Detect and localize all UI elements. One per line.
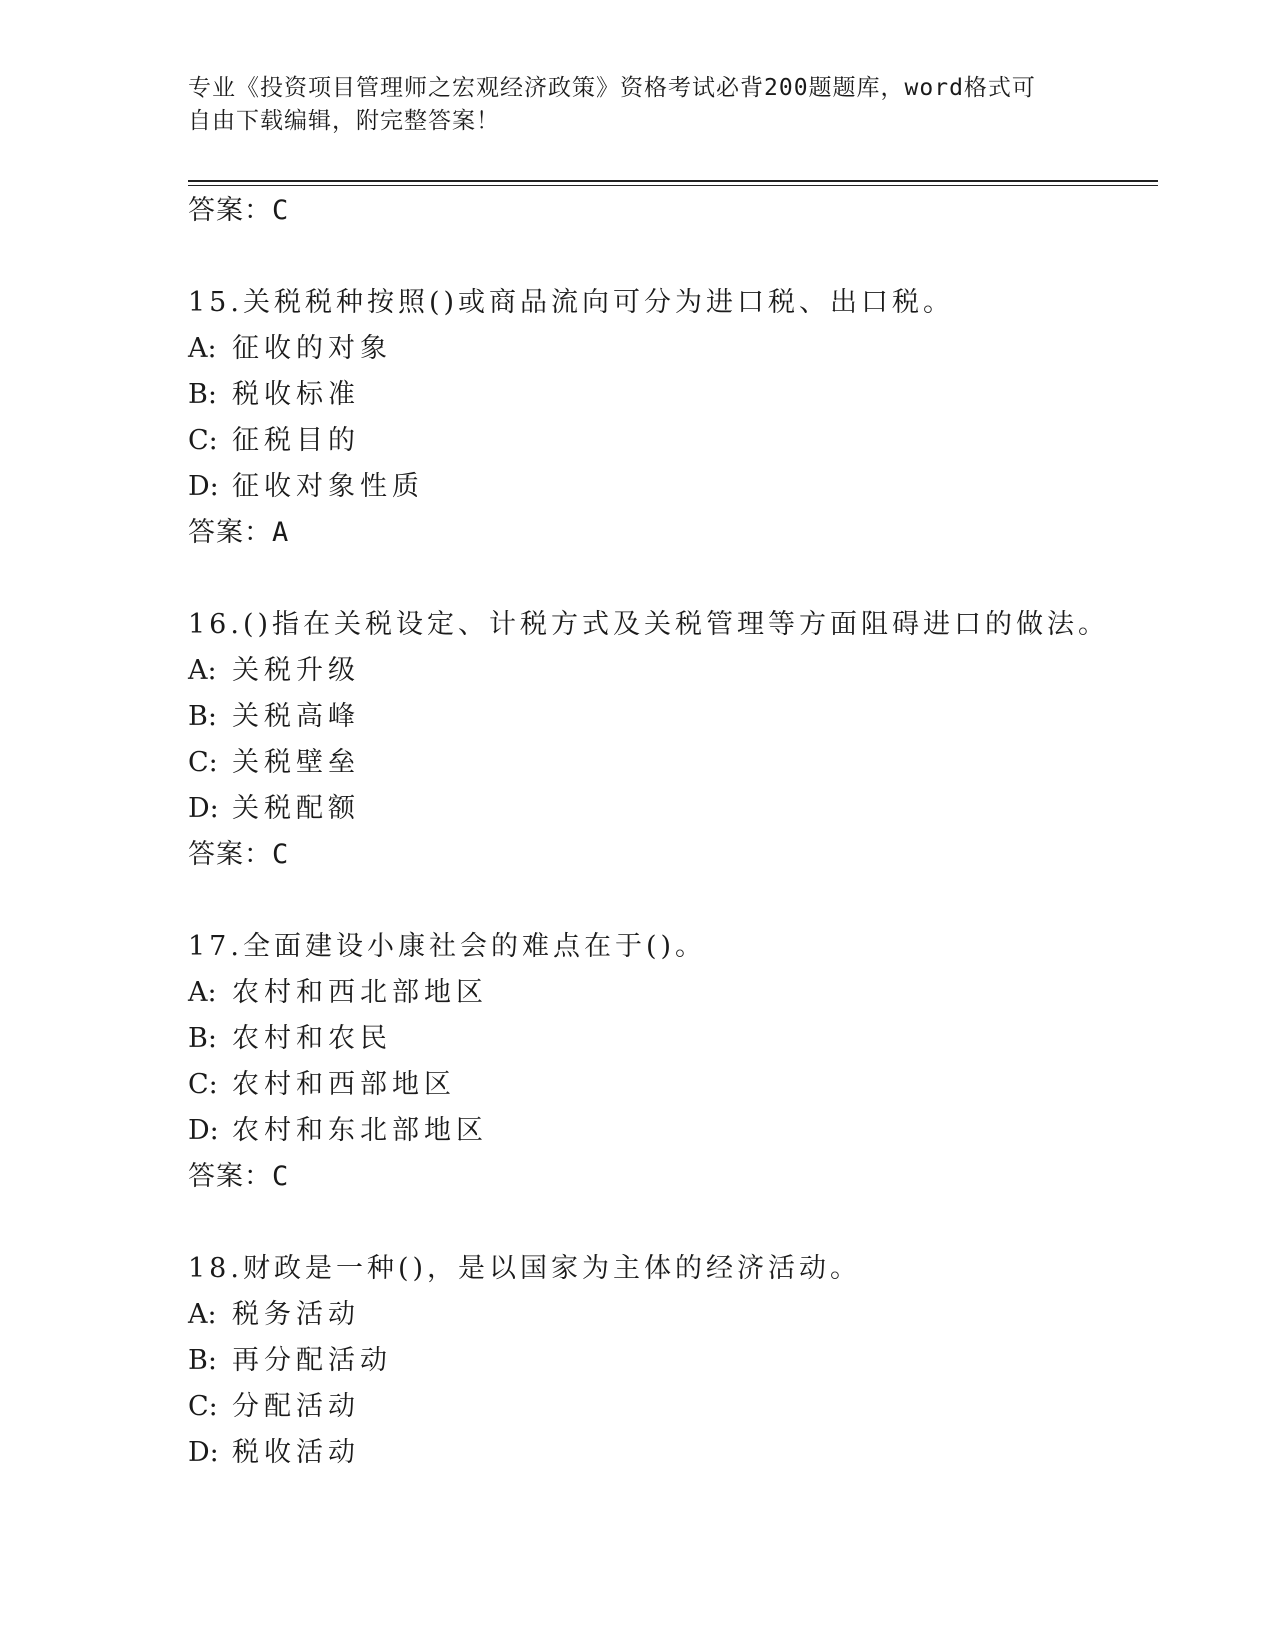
option-text: 税收活动 <box>232 1437 360 1468</box>
option-text: 税收标准 <box>232 379 360 410</box>
question-block <box>188 280 1158 556</box>
option-b <box>188 372 1158 418</box>
option-text: 农村和东北部地区 <box>232 1115 488 1146</box>
option-d <box>188 1430 1158 1476</box>
option-letter: A: <box>188 977 217 1008</box>
option-b <box>188 1016 1158 1062</box>
header-line-1: 专业《投资项目管理师之宏观经济政策》资格考试必背200题题库，word格式可 <box>188 75 1036 101</box>
question-list <box>188 188 1158 1476</box>
header-divider <box>188 180 1158 186</box>
option-c <box>188 418 1158 464</box>
option-a <box>188 648 1158 694</box>
question-stem: 18.财政是一种()，是以国家为主体的经济活动。 <box>188 1253 862 1284</box>
option-letter: C: <box>188 747 218 778</box>
option-letter: B: <box>188 701 217 732</box>
option-letter: A: <box>188 1299 217 1330</box>
option-text: 征收对象性质 <box>232 471 424 502</box>
option-text: 农村和农民 <box>232 1023 392 1054</box>
header-line-2: 自由下载编辑，附完整答案！ <box>188 108 500 134</box>
option-text: 关税升级 <box>232 655 360 686</box>
option-c <box>188 1384 1158 1430</box>
option-a <box>188 326 1158 372</box>
option-letter: A: <box>188 655 217 686</box>
question-stem: 15.关税税种按照()或商品流向可分为进口税、出口税。 <box>188 287 955 318</box>
option-letter: D: <box>188 471 219 502</box>
option-text: 再分配活动 <box>232 1345 392 1376</box>
option-text: 农村和西北部地区 <box>232 977 488 1008</box>
option-text: 关税配额 <box>232 793 360 824</box>
option-a <box>188 1292 1158 1338</box>
question-stem: 17.全面建设小康社会的难点在于()。 <box>188 931 707 962</box>
option-a <box>188 970 1158 1016</box>
option-text: 关税壁垒 <box>232 747 360 778</box>
document-header <box>188 72 1088 138</box>
option-text: 征税目的 <box>232 425 360 456</box>
option-d <box>188 464 1158 510</box>
question-block <box>188 602 1158 878</box>
option-letter: C: <box>188 1069 218 1100</box>
question-stem: 16.()指在关税设定、计税方式及关税管理等方面阻碍进口的做法。 <box>188 609 1110 640</box>
option-letter: D: <box>188 793 219 824</box>
question-block <box>188 1246 1158 1476</box>
option-letter: B: <box>188 1345 217 1376</box>
answer-line: 答案：C <box>188 839 290 870</box>
option-text: 征收的对象 <box>232 333 392 364</box>
option-c <box>188 1062 1158 1108</box>
option-letter: B: <box>188 379 217 410</box>
option-d <box>188 1108 1158 1154</box>
option-b <box>188 1338 1158 1384</box>
answer-line: 答案：C <box>188 1161 290 1192</box>
option-letter: D: <box>188 1437 219 1468</box>
option-letter: D: <box>188 1115 219 1146</box>
answer-line: 答案：C <box>188 195 290 226</box>
option-text: 分配活动 <box>232 1391 360 1422</box>
option-text: 关税高峰 <box>232 701 360 732</box>
option-letter: C: <box>188 425 218 456</box>
option-letter: A: <box>188 333 217 364</box>
question-block <box>188 924 1158 1200</box>
option-d <box>188 786 1158 832</box>
option-text: 农村和西部地区 <box>232 1069 456 1100</box>
option-letter: B: <box>188 1023 217 1054</box>
option-text: 税务活动 <box>232 1299 360 1330</box>
option-c <box>188 740 1158 786</box>
option-letter: C: <box>188 1391 218 1422</box>
answer-line: 答案：A <box>188 517 290 548</box>
option-b <box>188 694 1158 740</box>
